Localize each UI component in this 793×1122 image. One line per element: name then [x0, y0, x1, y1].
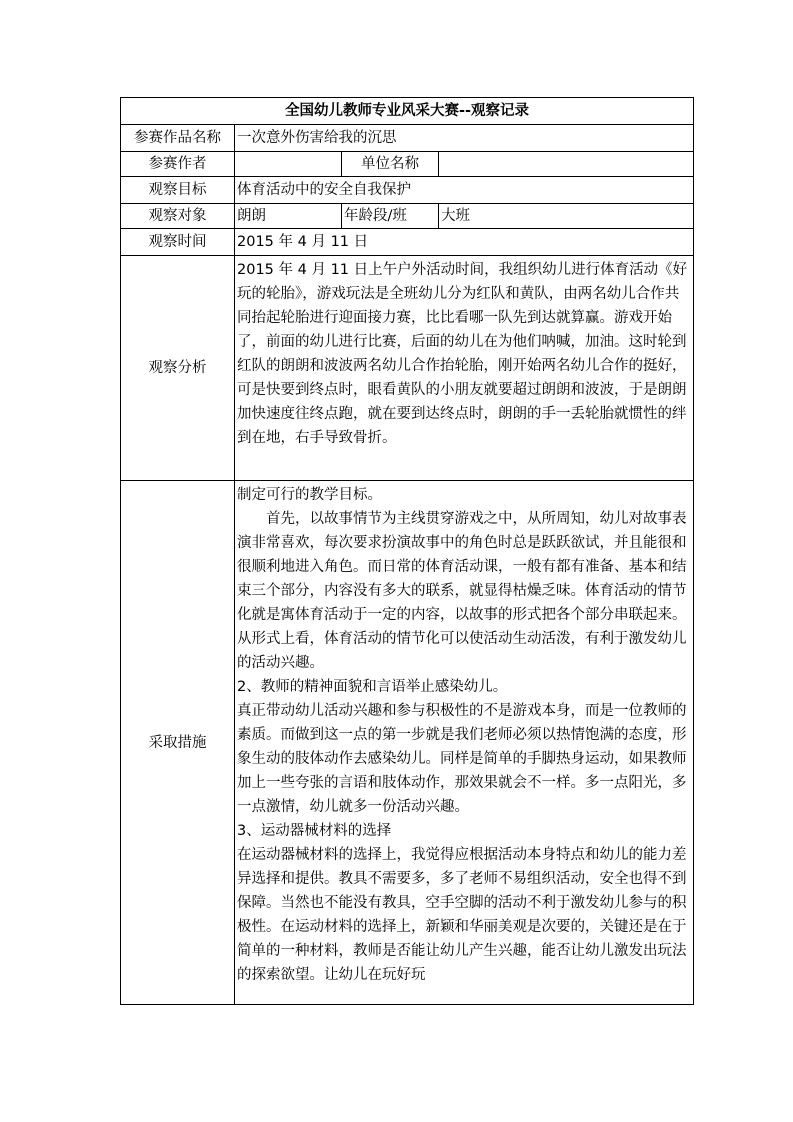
analysis-text-cell	[235, 256, 694, 481]
age-value: 大班	[439, 204, 694, 229]
subject-value: 朗朗	[235, 204, 342, 229]
work-name-label: 参赛作品名称	[121, 125, 235, 152]
subject-label: 观察对象	[121, 204, 235, 229]
measures-paragraph: 在运动器械材料的选择上，我觉得应根据活动本身特点和幼儿的能力差异选择和提供。教具不需要多，多了老师不易组织活动，安全也得不到保障。当然也不能没有教具，空手空脚的活动不利于激发幼儿参与的积极性。在运动材料的选择上，新颖和华丽美观是次要的，关键还是在于简单的一种材料，教师是否能让幼儿产生兴趣，能否让幼儿激发出玩法的探索欲望。让幼儿在玩好玩	[237, 847, 687, 983]
author-value	[235, 152, 342, 177]
measures-paragraph: 首先，以故事情节为主线贯穿游戏之中，从所周知，幼儿对故事表演非常喜欢，每次要求扮演故事中的角色时总是跃跃欲试，并且能很和很顺利地进入角色。而日常的体育活动课，一般有都有准备、基本和结束三个部分，内容没有多大的联系，就显得枯燥乏味。体育活动的情节化就是寓体育活动于一定的内容，以故事的形式把各个部分串联起来。从形式上看，体育活动的情节化可以使活动生动活泼，有利于激发幼儿的活动兴趣。	[237, 511, 687, 671]
time-label: 观察时间	[121, 229, 235, 256]
analysis-label: 观察分析	[121, 256, 235, 481]
measures-paragraph: 3、运动器械材料的选择	[237, 823, 392, 839]
goal-label: 观察目标	[121, 177, 235, 204]
unit-label: 单位名称	[342, 152, 439, 177]
age-label: 年龄段/班	[342, 204, 439, 229]
measures-paragraph: 制定可行的教学目标。	[237, 487, 382, 503]
observation-record-table	[120, 97, 694, 1005]
analysis-text: 2015 年 4 月 11 日上午户外活动时间，我组织幼儿进行体育活动《好玩的轮胎》，游戏玩法是全班幼儿分为红队和黄队，由两名幼儿合作共同抬起轮胎进行迎面接力赛，比比看哪一队先到达就算赢。游戏开始了，前面的幼儿进行比赛，后面的幼儿在为他们呐喊，加油。这时轮到红队的朗朗和波波两名幼儿合作抬轮胎，刚开始两名幼儿合作的挺好，可是快要到终点时，眼看黄队的小朋友就要超过朗朗和波波，于是朗朗加快速度往终点跑，就在要到达终点时，朗朗的手一丢轮胎就惯性的绊到在地，右手导致骨折。	[237, 262, 688, 446]
document-title: 全国幼儿教师专业风采大赛--观察记录	[121, 98, 694, 125]
measures-paragraph: 真正带动幼儿活动兴趣和参与积极性的不是游戏本身，而是一位教师的素质。而做到这一点的第一步就是我们老师必须以热情饱满的态度，形象生动的肢体动作去感染幼儿。同样是简单的手脚热身运动，如果教师加上一些夸张的言语和肢体动作，那效果就会不一样。多一点阳光，多一点激情，幼儿就多一份活动兴趣。	[237, 703, 687, 815]
time-value: 2015 年 4 月 11 日	[235, 229, 694, 256]
unit-value	[439, 152, 694, 177]
measures-label: 采取措施	[121, 481, 235, 1005]
author-label: 参赛作者	[121, 152, 235, 177]
work-name-value: 一次意外伤害给我的沉思	[235, 125, 694, 152]
measures-paragraph: 2、教师的精神面貌和言语举止感染幼儿。	[237, 679, 508, 695]
goal-value: 体育活动中的安全自我保护	[235, 177, 694, 204]
measures-text-cell	[235, 481, 694, 1005]
